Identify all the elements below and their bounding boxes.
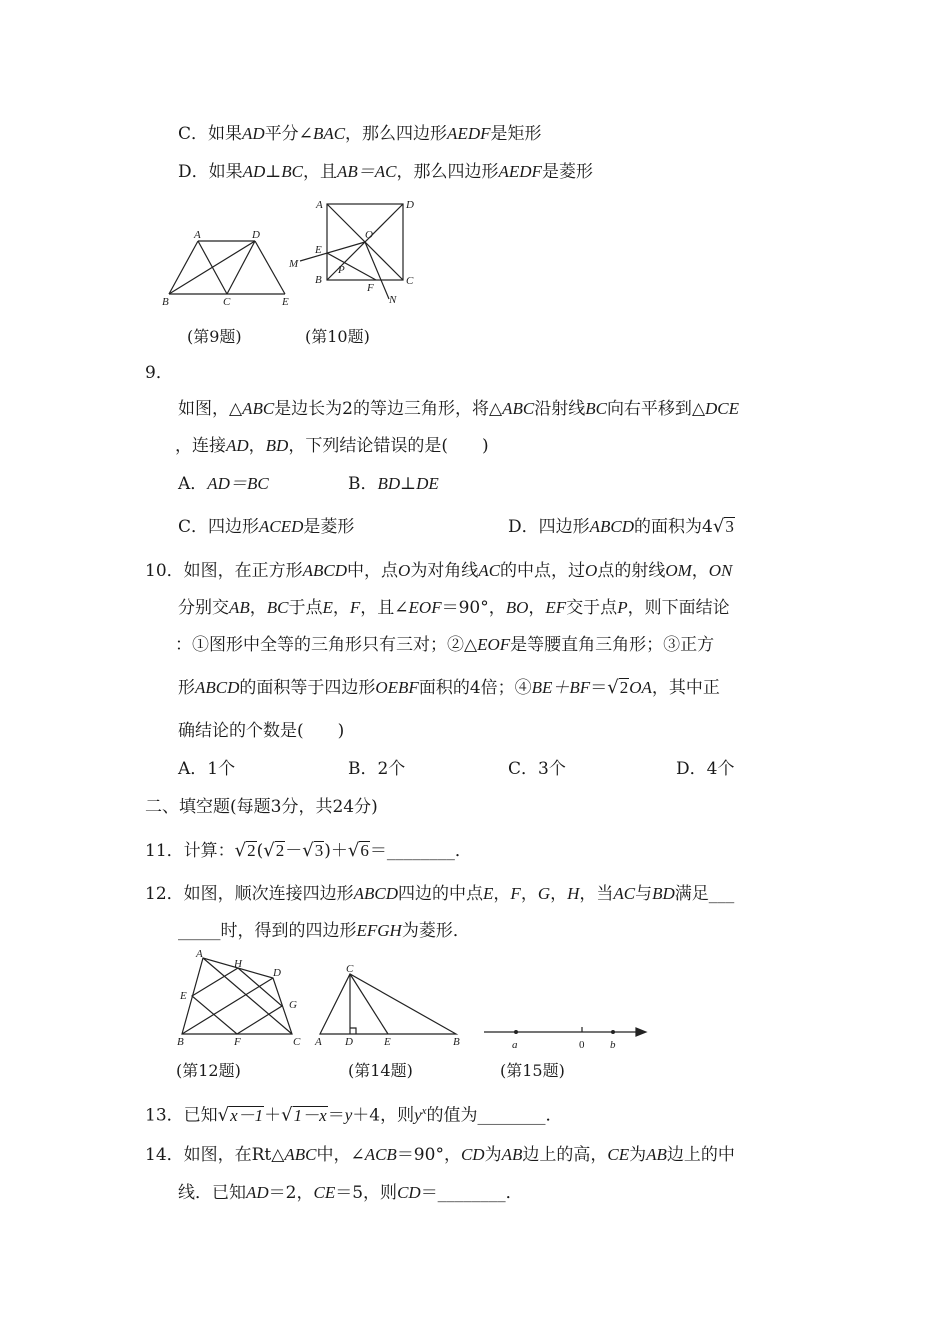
q10-line-5: 确结论的个数是( ) [178,721,345,741]
q9-option-c: C．四边形ACED是菱形 [178,517,355,537]
q12-line-2: _____时，得到的四边形EFGH为菱形． [178,921,470,941]
fig10-label-b: B [315,274,322,286]
q10-line-4: 形ABCD的面积等于四边形OEBF面积的4倍；④BE＋BF＝√2OA，其中正 [178,677,720,698]
fig9-label-e: E [282,296,289,308]
figure-14-caption: (第14题) [348,1061,413,1080]
q10-option-b: B．2个 [348,759,406,779]
fig14-label-e: E [384,1036,391,1048]
fig9-label-d: D [252,229,260,241]
q9-option-d: D．四边形ABCD的面积为4√3 [508,516,734,537]
q13-line: 13．已知√x－1＋√1－x＝y＋4，则$y^x$的值为________． [145,1104,563,1126]
fig14-label-a: A [315,1036,322,1048]
fig14-label-d: D [345,1036,353,1048]
fig15-label-a: a [512,1039,518,1051]
q9-option-b: B．BD⊥DE [348,474,439,494]
fig10-label-f: F [367,282,374,294]
figure-12-diagram [172,946,307,1050]
fig9-label-b: B [162,296,169,308]
fig15-label-zero: 0 [579,1039,585,1051]
fig10-label-m: M [289,258,299,270]
point-a [514,1030,518,1034]
fig12-label-c: C [293,1036,301,1048]
q9-line-2: ，连接AD，BD，下列结论错误的是( ) [175,436,489,456]
q9-line-1: 如图，△ABC是边长为2的等边三角形，将△ABC沿射线BC向右平移到△DCE [178,399,740,419]
q8-option-d: D．如果AD⊥BC，且AB＝AC，那么四边形AEDF是菱形 [178,162,593,182]
figure-10-caption: (第10题) [305,327,370,346]
q8-option-c: C．如果AD平分∠BAC，那么四边形AEDF是矩形 [178,124,542,144]
fig10-label-d: D [406,199,414,211]
fig15-label-b: b [610,1039,616,1051]
q10-line-3: ：①图形中全等的三角形只有三对；②△EOF是等腰直角三角形；③正方 [175,635,715,655]
figure-15-number-line [480,1018,650,1058]
point-b [611,1030,615,1034]
fig9-label-a: A [194,229,201,241]
figure-9-diagram [160,228,295,308]
figure-15-caption: (第15题) [500,1061,565,1080]
q14-line-2: 线．已知AD＝2，CE＝5，则CD＝________． [178,1183,523,1203]
fig14-label-c: C [346,963,354,975]
figure-10-diagram [285,195,420,307]
fig10-label-o: O [365,229,373,241]
fig10-label-p: P [338,264,345,276]
q11-line: 11．计算：√2(√2－√3)＋√6＝________． [145,840,472,861]
q9-number: 9． [145,363,173,383]
fig12-label-f: F [234,1036,241,1048]
q10-option-a: A．1个 [178,759,236,779]
figure-12-caption: (第12题) [176,1061,241,1080]
q10-option-d: D．4个 [676,759,735,779]
fig10-label-a: A [316,199,323,211]
fig10-label-n: N [389,294,397,306]
fig12-label-a: A [196,948,203,960]
fig9-label-c: C [223,296,231,308]
q10-line-1: 10．如图，在正方形ABCD中，点O为对角线AC的中点，过O点的射线OM，ON [145,561,733,581]
figure-14-diagram [310,962,465,1048]
q14-line-1: 14．如图，在Rt△ABC中，∠ACB＝90°，CD为AB边上的高，CE为AB边上的中 [145,1145,735,1165]
fig12-label-h: H [234,958,242,970]
q10-option-c: C．3个 [508,759,566,779]
figure-9-caption: (第9题) [187,327,242,346]
section-heading: 二、填空题(每题3分，共24分) [145,797,378,817]
fig12-label-b: B [177,1036,184,1048]
fig12-label-e: E [180,990,187,1002]
fig10-label-e: E [315,244,322,256]
q9-option-a: A．AD＝BC [178,474,269,494]
fig10-label-c: C [406,275,414,287]
q10-line-2: 分别交AB，BC于点E，F，且∠EOF＝90°，BO，EF交于点P，则下面结论 [178,598,730,618]
q12-line-1: 12．如图，顺次连接四边形ABCD四边的中点E，F，G，H，当AC与BD满足___ [145,884,735,904]
fig12-label-d: D [273,967,281,979]
fig14-label-b: B [453,1036,460,1048]
fig12-label-g: G [289,999,297,1011]
